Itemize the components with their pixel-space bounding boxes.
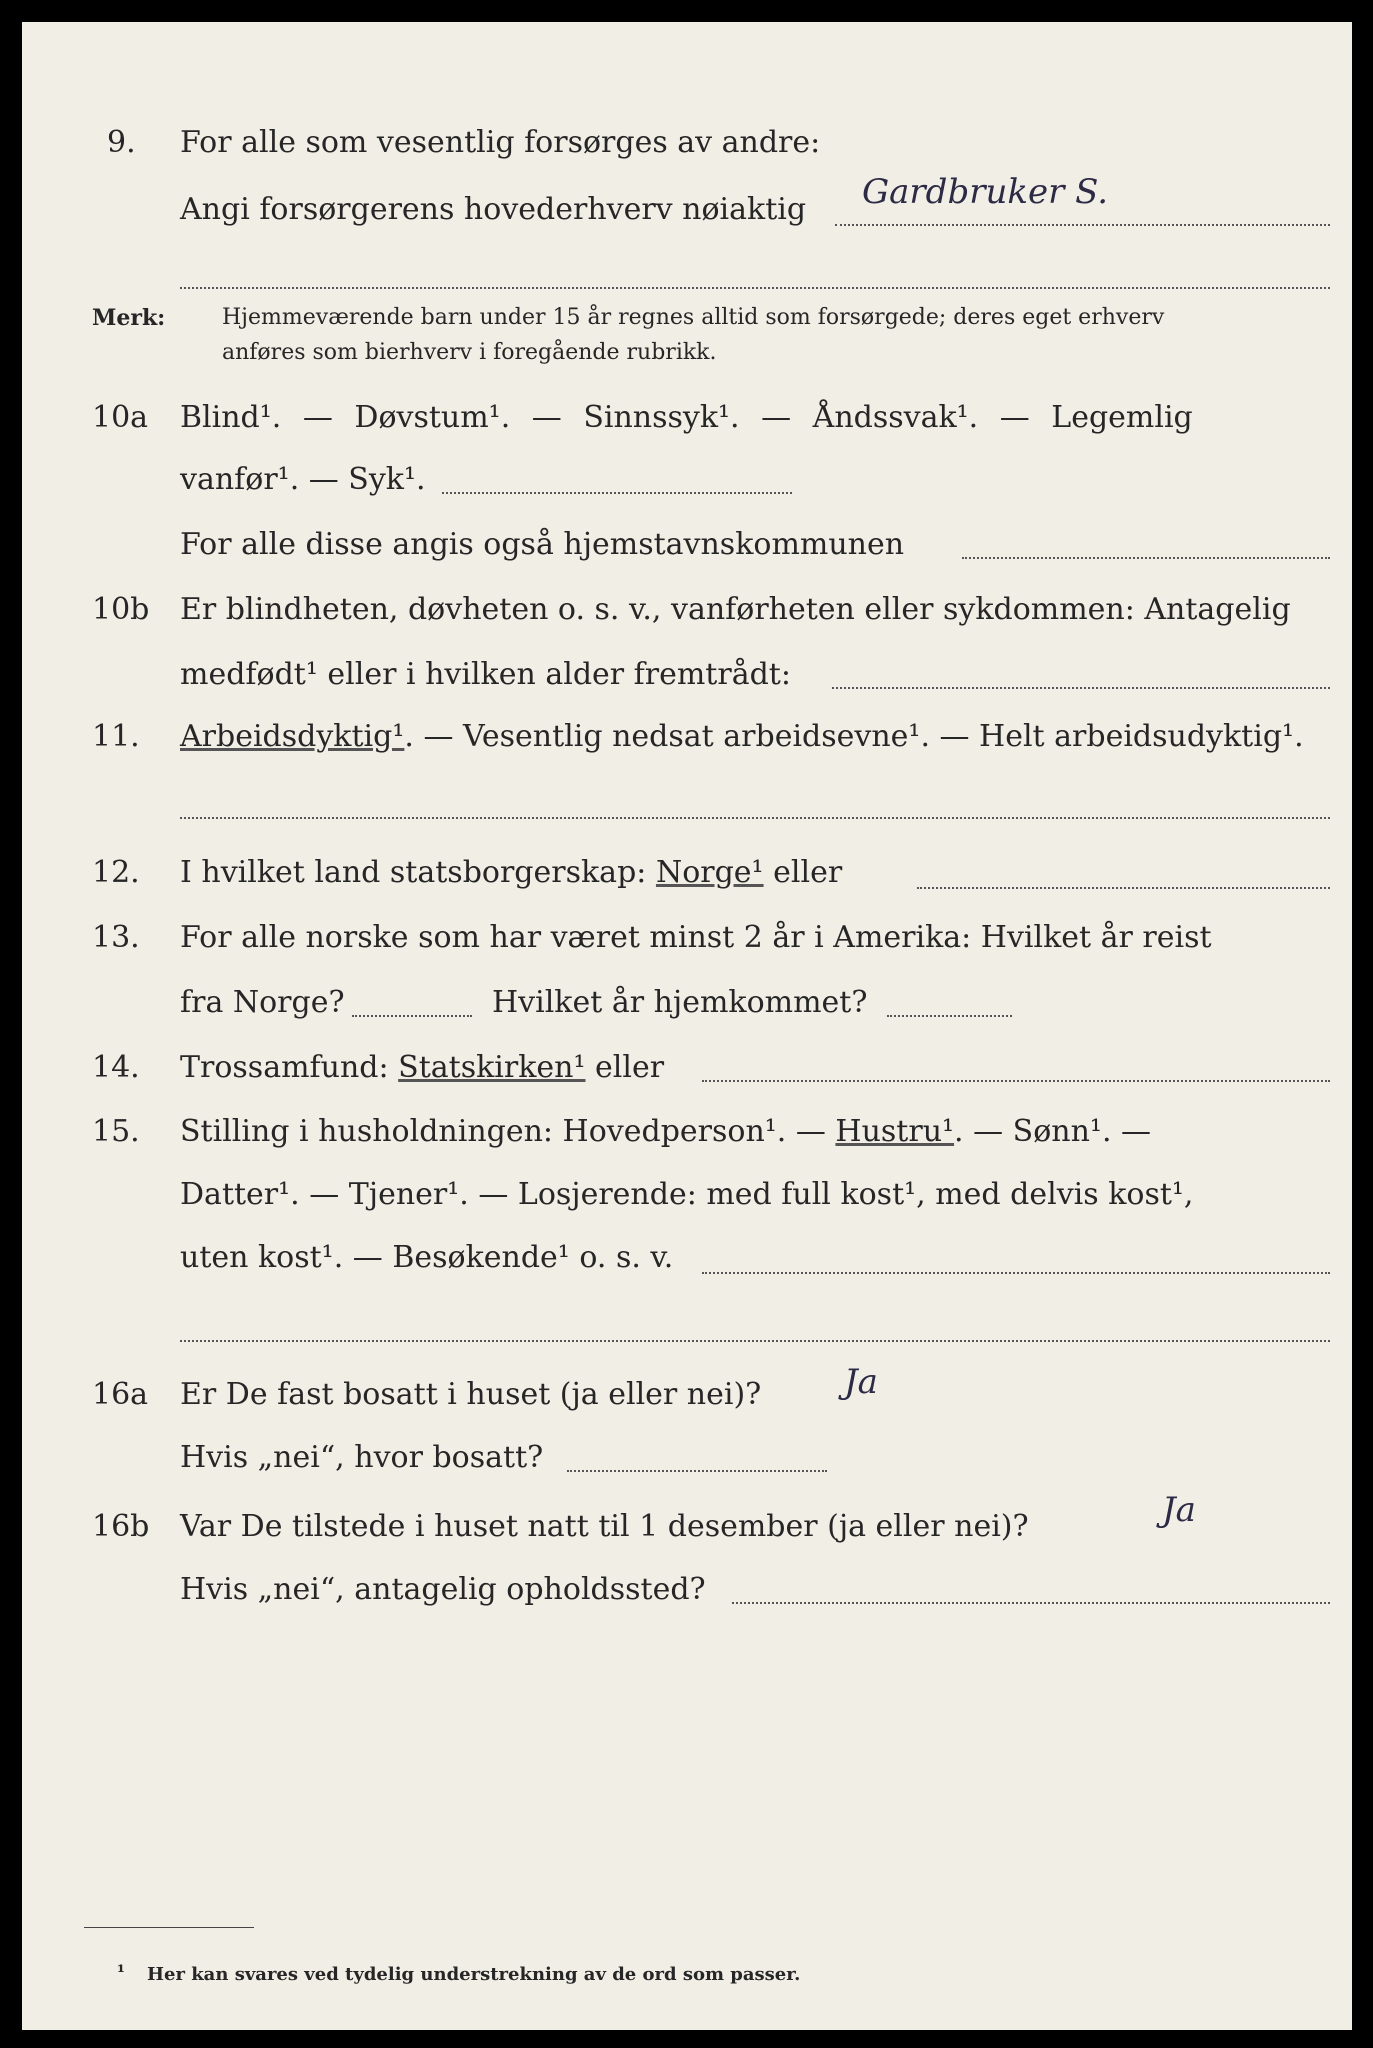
q16a-line2-answer — [567, 1470, 827, 1472]
q11-extra-line — [180, 817, 1330, 819]
q15-line1 — [180, 1114, 1151, 1149]
q16a-number: 16a — [92, 1377, 149, 1412]
q13-hjemkommet-answer-line — [887, 1015, 1012, 1017]
q9-extra-line — [180, 287, 1330, 289]
q9-number: 9. — [107, 125, 136, 160]
q15-line1b: . — Sønn¹. — — [954, 1114, 1152, 1149]
q13-number: 13. — [92, 920, 140, 955]
q16b-line1: Var De tilstede i huset natt til 1 desember (ja eller nei)? — [180, 1509, 1029, 1544]
footnote-rule — [84, 1927, 254, 1928]
q11-line — [180, 719, 1304, 754]
q14-answer-line — [702, 1080, 1330, 1082]
q10b-line1: Er blindheten, døvheten o. s. v., vanførheten eller sykdommen: Antagelig — [180, 592, 1291, 627]
q12-pre: I hvilket land statsborgerskap: — [180, 855, 647, 890]
q11-option-arbeidsdyktig[interactable]: Arbeidsdyktig¹ — [180, 719, 405, 754]
q12-post: eller — [773, 855, 843, 890]
q13-reist-answer-line — [352, 1015, 472, 1017]
q15-answer-line — [702, 1272, 1330, 1274]
q10a-line3: For alle disse angis også hjemstavnskommunen — [180, 527, 905, 562]
q10b-line2: medfødt¹ eller i hvilken alder fremtrådt: — [180, 657, 791, 692]
q16b-number: 16b — [92, 1509, 150, 1544]
q16a-line2: Hvis „nei“, hvor bosatt? — [180, 1440, 544, 1475]
merk-line2: anføres som bierhverv i foregående rubrikk. — [222, 340, 717, 365]
q10a-number: 10a — [92, 400, 149, 435]
q15-line1a: Stilling i husholdningen: Hovedperson¹. — — [180, 1114, 826, 1149]
census-form-page — [22, 22, 1352, 2030]
q11-number: 11. — [92, 719, 140, 754]
q15-extra-line — [180, 1340, 1330, 1342]
q10a-line2: vanfør¹. — Syk¹. — [180, 462, 426, 497]
q16b-line2-answer — [732, 1602, 1330, 1604]
q11-rest: . — Vesentlig nedsat arbeidsevne¹. — Helt arbeidsudyktig¹. — [404, 719, 1304, 754]
merk-line1: Hjemmeværende barn under 15 år regnes alltid som forsørgede; deres eget erhverv — [222, 305, 1165, 330]
q10b-answer-line — [832, 687, 1330, 689]
q13-line1: For alle norske som har været minst 2 år i Amerika: Hvilket år reist — [180, 920, 1212, 955]
q14-line — [180, 1050, 664, 1085]
q15-line2: Datter¹. — Tjener¹. — Losjerende: med full kost¹, med delvis kost¹, — [180, 1177, 1194, 1212]
q16a-line1: Er De fast bosatt i huset (ja eller nei)? — [180, 1377, 762, 1412]
footnote-mark: ¹ — [117, 1962, 125, 1983]
q10a-line2-answer — [442, 492, 792, 494]
q9-line2: Angi forsørgerens hovederhverv nøiaktig — [180, 192, 807, 227]
q16b-line2: Hvis „nei“, antagelig opholdssted? — [180, 1572, 706, 1607]
q15-number: 15. — [92, 1114, 140, 1149]
q10a-line3-answer — [962, 557, 1330, 559]
q14-post: eller — [595, 1050, 665, 1085]
q15-option-hustru[interactable]: Hustru¹ — [835, 1114, 955, 1149]
q12-line — [180, 855, 842, 890]
q14-number: 14. — [92, 1050, 140, 1085]
q9-answer-line — [835, 224, 1330, 226]
q10a-line1: Blind¹. — Døvstum¹. — Sinnssyk¹. — Åndssvak¹. — Legemlig — [180, 400, 1193, 435]
q12-answer-line — [917, 887, 1330, 889]
q10b-number: 10b — [92, 592, 150, 627]
q15-line3: uten kost¹. — Besøkende¹ o. s. v. — [180, 1240, 674, 1275]
q14-pre: Trossamfund: — [180, 1050, 389, 1085]
q12-number: 12. — [92, 855, 140, 890]
q13-line2a: fra Norge? — [180, 985, 345, 1020]
q16b-handwritten-answer: Ja — [1162, 1490, 1196, 1530]
q12-option-norge[interactable]: Norge¹ — [655, 855, 764, 890]
q13-line2b: Hvilket år hjemkommet? — [492, 985, 868, 1020]
footnote-text: Her kan svares ved tydelig understrekning av de ord som passer. — [147, 1964, 801, 1985]
q14-option-statskirken[interactable]: Statskirken¹ — [398, 1050, 586, 1085]
q16a-handwritten-answer: Ja — [844, 1362, 878, 1402]
merk-label: Merk: — [92, 305, 166, 331]
q9-line1: For alle som vesentlig forsørges av andre: — [180, 125, 821, 160]
q9-handwritten-answer: Gardbruker S. — [862, 172, 1109, 212]
